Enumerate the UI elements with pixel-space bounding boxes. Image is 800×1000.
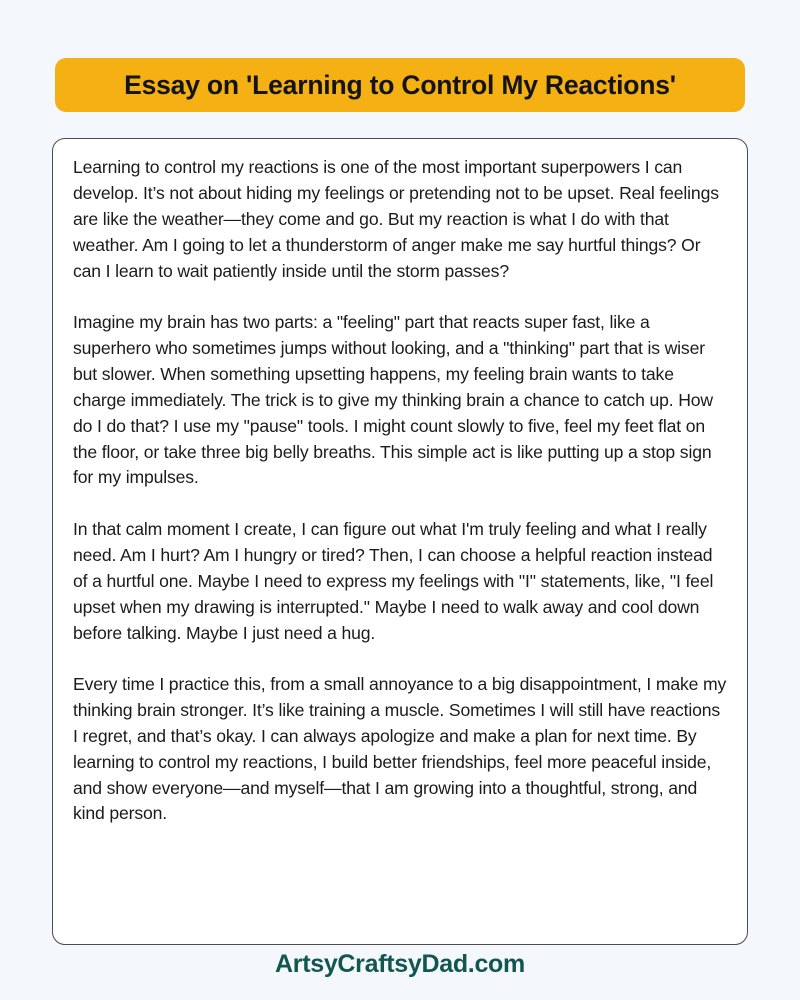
essay-paragraph: Learning to control my reactions is one of the most important superpowers I can develop. It’s not about hiding my feelings or pretending not to be upset. Real feelings are like the weather—they come and go. But my reaction is what I do with that weather. Am I going to let a thunderstorm of anger make me say hurtful things? Or can I learn to wait patiently inside until the storm passes?	[73, 157, 719, 281]
essay-body	[73, 155, 727, 827]
essay-content-card	[52, 138, 748, 945]
essay-paragraph: Every time I practice this, from a small annoyance to a big disappointment, I make my thinking brain stronger. It’s like training a muscle. Sometimes I will still have reactions I regret, and that’s okay. I can always apologize and make a plan for next time. By learning to control my reactions, I build better friendships, feel more peaceful inside, and show everyone—and myself—that I am growing into a thoughtful, strong, and kind person.	[73, 673, 727, 824]
page-title: Essay on 'Learning to Control My Reactions'	[124, 69, 676, 100]
essay-title-banner	[55, 58, 745, 112]
footer	[0, 952, 800, 977]
essay-paragraph: In that calm moment I create, I can figure out what I'm truly feeling and what I really need. Am I hurt? Am I hungry or tired? Then, I can choose a helpful reaction instead of a hurtful one. Maybe I need to express my feelings with "I" statements, like, "I feel upset when my drawing is interrupted." Maybe I need to walk away and cool down before talking. Maybe I just need a hug.	[73, 518, 714, 643]
essay-paragraph: Imagine my brain has two parts: a "feeling" part that reacts super fast, like a superhero who sometimes jumps without looking, and a "thinking" part that is wiser but slower. When something upsetting happens, my feeling brain wants to take charge immediately. The trick is to give my thinking brain a chance to catch up. How do I do that? I use my "pause" tools. I might count slowly to five, feel my feet flat on the floor, or take three big belly breaths. This simple act is like putting up a stop sign for my impulses.	[73, 312, 713, 488]
brand-watermark: ArtsyCraftsyDad.com	[275, 950, 525, 978]
